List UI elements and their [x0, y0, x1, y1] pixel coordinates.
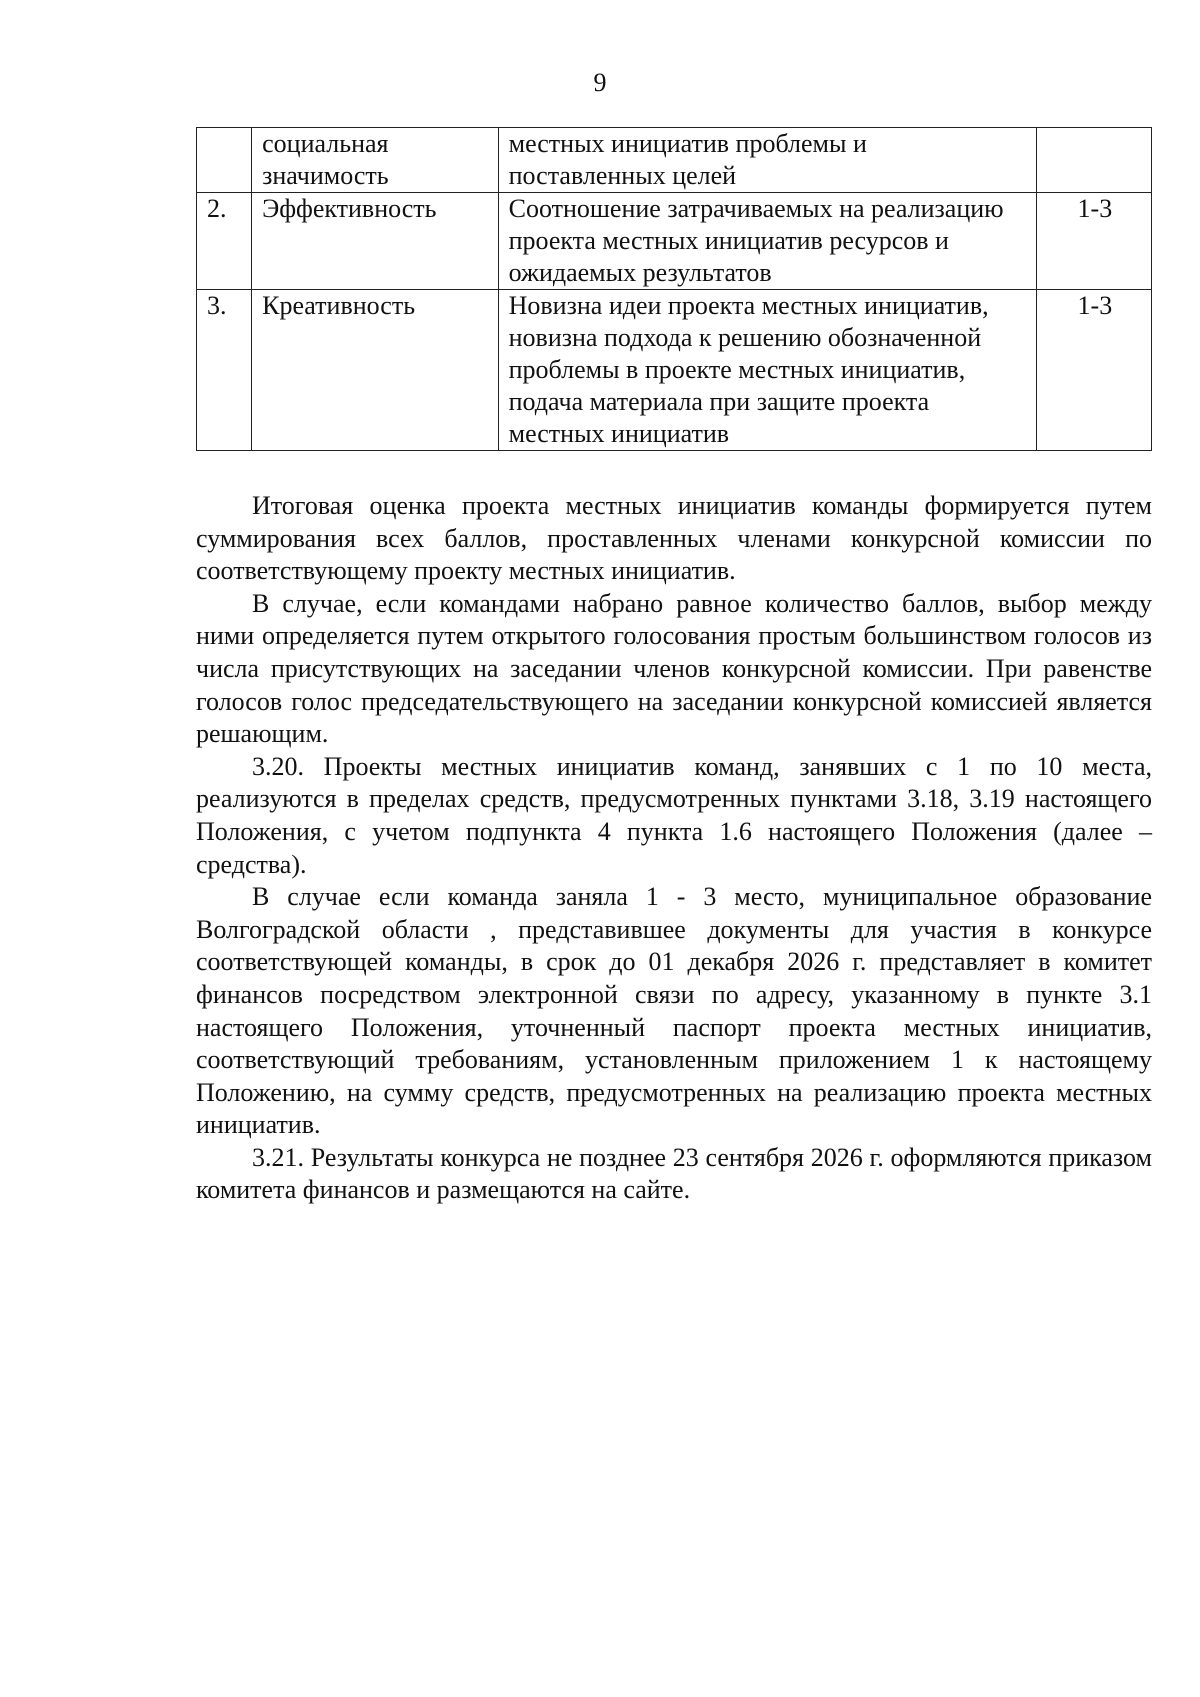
criterion-score: 1-3: [1036, 290, 1151, 451]
criterion-name: социальная значимость: [252, 128, 499, 193]
row-number: [197, 128, 252, 193]
paragraph-3-21: 3.21. Результаты конкурса не позднее 23 сентября 2026 г. оформляются приказом комитета финансов и размещаются на сайте.: [196, 1142, 1152, 1205]
row-number: 3.: [197, 290, 252, 451]
paragraph-final-score: Итоговая оценка проекта местных инициатив команды формируется путем суммирования всех баллов, проставленных членами конкурсной комиссии по соответствующему проекту местных инициатив.: [196, 491, 1152, 586]
criterion-score: [1036, 128, 1151, 193]
criterion-score: 1-3: [1036, 193, 1151, 290]
table-row: [197, 290, 1152, 451]
page-number: 9: [593, 68, 607, 97]
criterion-description: Новизна идеи проекта местных инициатив, новизна подхода к решению обозначенной проблемы в проекте местных инициатив, подача материала при защите проекта местных инициатив: [498, 290, 1036, 451]
table-row: [197, 193, 1152, 290]
criteria-table: [196, 127, 1152, 451]
body-text: [196, 490, 1152, 1207]
criterion-name: Эффективность: [252, 193, 499, 290]
table-row: [197, 128, 1152, 193]
paragraph-tie-vote: В случае, если командами набрано равное количество баллов, выбор между ними определяется путем открытого голосования простым большинством голосов из числа присутствующих на заседании членов конкурсной комиссии. При равенстве голосов голос председательствующего на заседании конкурсной комиссией является решающим.: [196, 588, 1152, 749]
criterion-description: местных инициатив проблемы и поставленных целей: [498, 128, 1036, 193]
row-number: 2.: [197, 193, 252, 290]
paragraph-3-20: 3.20. Проекты местных инициатив команд, занявших с 1 по 10 места, реализуются в пределах средств, предусмотренных пунктами 3.18, 3.19 настоящего Положения, с учетом подпункта 4 пункта 1.6 настоящего Положения (далее – средства).: [196, 751, 1152, 879]
criterion-name: Креативность: [252, 290, 499, 451]
criterion-description: Соотношение затрачиваемых на реализацию проекта местных инициатив ресурсов и ожидаемых результатов: [498, 193, 1036, 290]
paragraph-winning-team: В случае если команда заняла 1 - 3 место, муниципальное образование Волгоградской области , представившее документы для участия в конкурсе соответствующей команды, в срок до 01 декабря 2026 г. представляет в комитет финансов посредством электронной связи по адресу, указанному в пункте 3.1 настоящего Положения, уточненный паспорт проекта местных инициатив, соответствующий требованиям, установленным приложением 1 к настоящему Положению, на сумму средств, предусмотренных на реализацию проекта местных инициатив.: [196, 882, 1152, 1140]
